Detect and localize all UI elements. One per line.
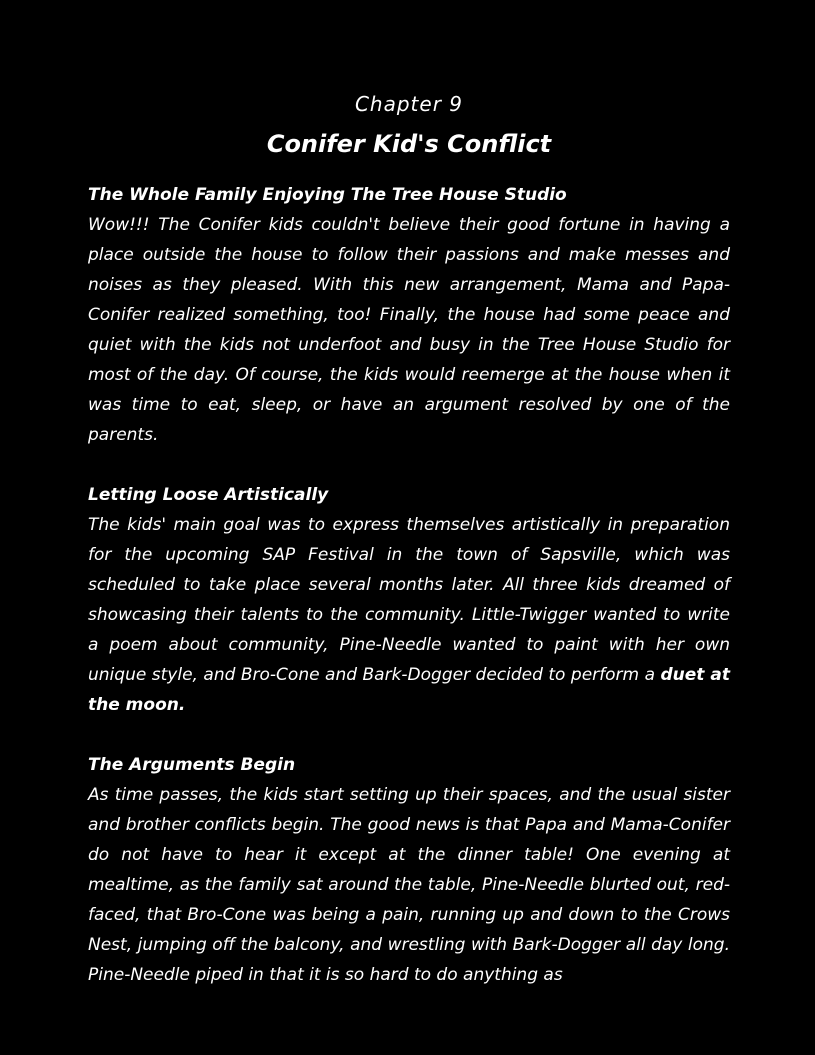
chapter-label: Chapter 9 xyxy=(354,92,464,116)
document-page xyxy=(88,88,730,990)
paragraph-text: The kids' main goal was to express themselves artistically in preparation for the upcoming SAP Festival in the town of Sapsville, which was scheduled to take place several months later. All three kids dreamed of showcasing their talents to the community. Little-Twigger wanted to write a poem about community, Pine-Needle wanted to paint with her own unique style, and Bro-Cone and Bark-Dogger decided to perform a xyxy=(88,515,730,685)
section-paragraph xyxy=(88,510,730,720)
section-paragraph: As time passes, the kids start setting up their spaces, and the usual sister and brother conflicts begin. The good news is that Papa and Mama-Conifer do not have to hear it except at the dinner table! One evening at mealtime, as the family sat around the table, Pine-Needle blurted out, red-faced, that Bro-Cone was being a pain, running up and down to the Crows Nest, jumping off the balcony, and wrestling with Bark-Dogger all day long. Pine-Needle piped in that it is so hard to do anything as xyxy=(88,785,730,985)
section-arguments-begin xyxy=(88,750,730,990)
section-paragraph: Wow!!! The Conifer kids couldn't believe their good fortune in having a place outside the house to follow their passions and make messes and noises as they pleased. With this new arrangement, Mama and Papa-Conifer realized something, too! Finally, the house had some peace and quiet with the kids not underfoot and busy in the Tree House Studio for most of the day. Of course, the kids would reemerge at the house when it was time to eat, sleep, or have an argument resolved by one of the parents. xyxy=(88,215,730,445)
section-letting-loose xyxy=(88,480,730,720)
section-family-studio xyxy=(88,180,730,450)
section-heading: The Whole Family Enjoying The Tree House Studio xyxy=(88,185,567,205)
chapter-title: Conifer Kid's Conflict xyxy=(266,130,552,158)
section-heading: Letting Loose Artistically xyxy=(88,485,329,505)
paragraph-emphasis: duet at the moon. xyxy=(88,665,730,715)
section-heading: The Arguments Begin xyxy=(88,755,296,775)
